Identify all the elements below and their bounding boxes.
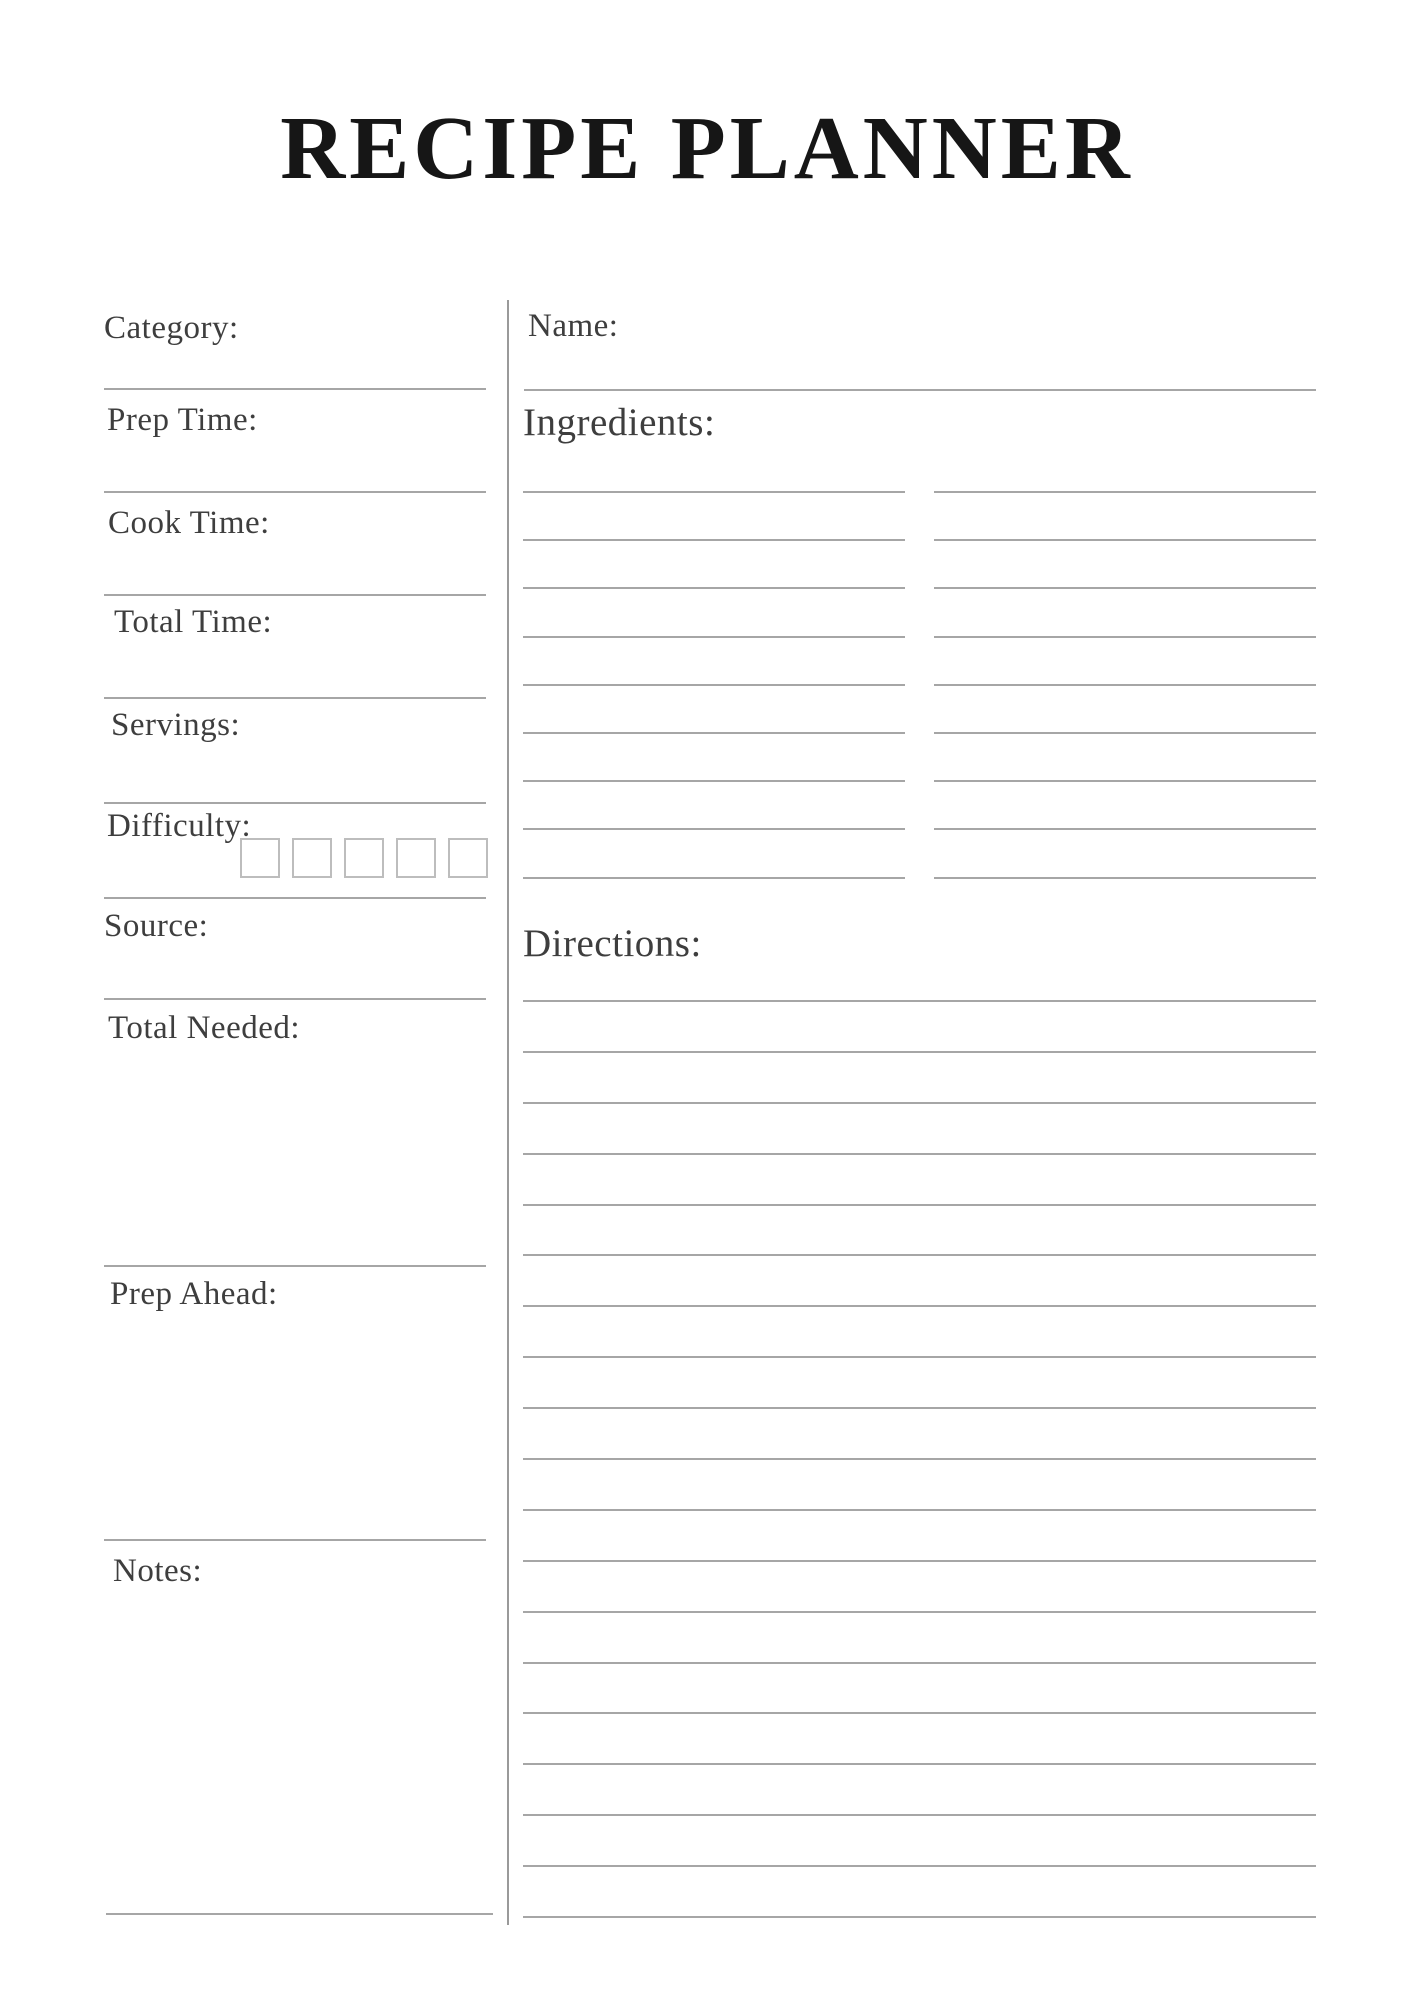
direction-line [523,1814,1316,1865]
difficulty-checkbox[interactable] [448,838,488,878]
ingredient-line [523,732,905,780]
ingredient-line [934,684,1316,732]
prep-time-line [104,491,486,493]
column-divider [507,300,509,1925]
notes-label: Notes: [113,1553,203,1589]
direction-line [523,1204,1316,1255]
ingredient-line [934,877,1316,925]
ingredient-line [934,780,1316,828]
direction-line [523,1254,1316,1305]
total-time-line [104,697,486,699]
servings-label: Servings: [111,707,241,743]
difficulty-checkbox[interactable] [240,838,280,878]
source-line [104,998,486,1000]
prep-ahead-label: Prep Ahead: [110,1276,278,1312]
direction-line [523,1611,1316,1662]
direction-line [523,1407,1316,1458]
page-title: RECIPE PLANNER [280,99,1134,198]
ingredients-column-right [934,491,1316,925]
direction-line [523,1051,1316,1102]
difficulty-label: Difficulty: [107,808,252,844]
direction-line [523,1763,1316,1814]
direction-line [523,1305,1316,1356]
direction-line [523,1865,1316,1916]
directions-lines [523,1000,1316,1967]
ingredient-line [934,587,1316,635]
direction-line [523,1102,1316,1153]
ingredient-line [523,877,905,925]
ingredient-line [934,636,1316,684]
direction-line [523,1712,1316,1763]
total-needed-line [104,1265,486,1267]
prep-ahead-line [104,1539,486,1541]
ingredient-line [934,539,1316,587]
direction-line [523,1509,1316,1560]
direction-line [523,1916,1316,1967]
cook-time-label: Cook Time: [108,505,270,541]
source-label: Source: [104,908,209,944]
direction-line [523,1458,1316,1509]
total-needed-label: Total Needed: [108,1010,301,1046]
ingredients-column-left [523,491,905,925]
category-label: Category: [104,310,239,346]
ingredient-line [934,828,1316,876]
ingredient-line [523,636,905,684]
notes-line [106,1913,493,1915]
ingredient-line [523,684,905,732]
direction-line [523,1356,1316,1407]
directions-heading: Directions: [523,922,702,965]
ingredient-line [523,587,905,635]
direction-line [523,1662,1316,1713]
category-line [104,388,486,390]
name-label: Name: [528,308,619,344]
cook-time-line [104,594,486,596]
prep-time-label: Prep Time: [107,402,258,438]
direction-line [523,1560,1316,1611]
total-time-label: Total Time: [114,604,273,640]
ingredient-line [523,491,905,539]
ingredient-line [523,539,905,587]
direction-line [523,1000,1316,1051]
direction-line [523,1153,1316,1204]
ingredient-line [523,828,905,876]
difficulty-line [104,897,486,899]
difficulty-checkboxes [240,838,488,878]
difficulty-checkbox[interactable] [344,838,384,878]
ingredients-heading: Ingredients: [523,401,716,444]
ingredient-line [934,732,1316,780]
servings-line [104,802,486,804]
ingredient-line [934,491,1316,539]
difficulty-checkbox[interactable] [396,838,436,878]
difficulty-checkbox[interactable] [292,838,332,878]
ingredient-line [523,780,905,828]
name-line [524,389,1316,391]
